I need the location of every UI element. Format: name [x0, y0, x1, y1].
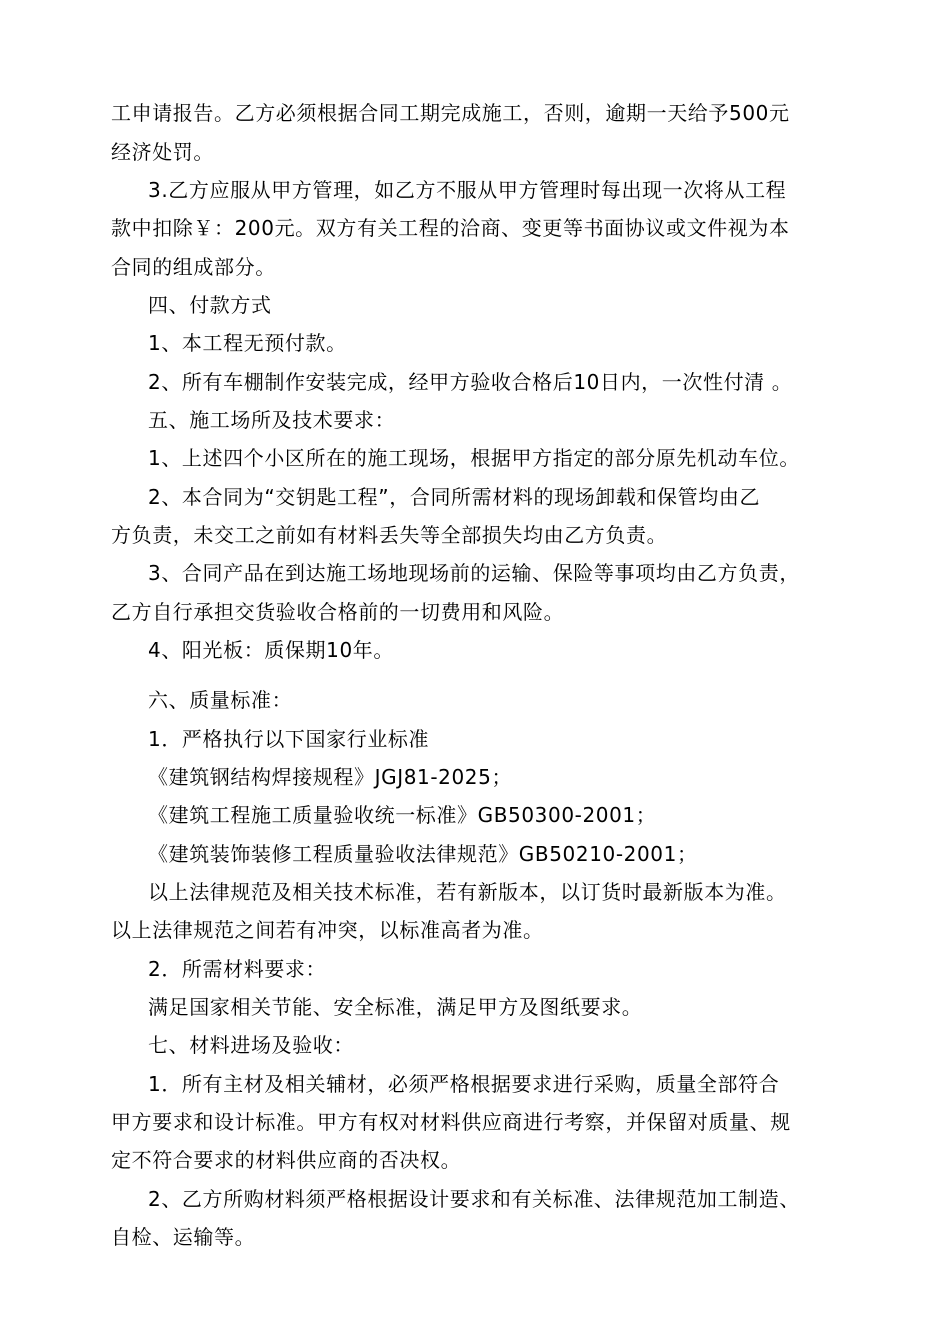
paragraph-line: 4、阳光板：质保期10年。	[148, 638, 394, 662]
section-heading: 四、付款方式	[148, 293, 272, 317]
paragraph-line: 以上法律规范之间若有冲突，以标准高者为准。	[111, 918, 544, 942]
section-heading: 七、材料进场及验收：	[148, 1033, 354, 1057]
paragraph-line: 乙方自行承担交货验收合格前的一切费用和风险。	[111, 600, 565, 624]
paragraph-line: 1．严格执行以下国家行业标准	[148, 727, 430, 751]
paragraph-line: 1、上述四个小区所在的施工现场，根据甲方指定的部分原先机动车位。	[148, 446, 800, 470]
paragraph-line: 2、乙方所购材料须严格根据设计要求和有关标准、法律规范加工制造、	[148, 1187, 800, 1211]
standard-item: 《建筑装饰装修工程质量验收法律规范》GB50210-2001；	[148, 842, 698, 866]
paragraph-line: 定不符合要求的材料供应商的否决权。	[111, 1148, 462, 1172]
paragraph-line: 3、合同产品在到达施工场地现场前的运输、保险等事项均由乙方负责，	[148, 561, 800, 585]
paragraph-line: 2．所需材料要求：	[148, 957, 327, 981]
paragraph-line: 甲方要求和设计标准。甲方有权对材料供应商进行考察，并保留对质量、规	[111, 1110, 791, 1134]
paragraph-line: 满足国家相关节能、安全标准，满足甲方及图纸要求。	[148, 995, 643, 1019]
paragraph-line: 合同的组成部分。	[111, 255, 276, 279]
paragraph-line: 3.乙方应服从甲方管理，如乙方不服从甲方管理时每出现一次将从工程	[148, 178, 787, 202]
section-heading: 六、质量标准：	[148, 688, 293, 712]
paragraph-line: 经济处罚。	[111, 140, 214, 164]
paragraph-line: 1．所有主材及相关辅材，必须严格根据要求进行采购，质量全部符合	[148, 1072, 780, 1096]
paragraph-line: 以上法律规范及相关技术标准，若有新版本，以订货时最新版本为准。	[148, 880, 787, 904]
paragraph-line: 工申请报告。乙方必须根据合同工期完成施工，否则，逾期一天给予500元	[111, 101, 790, 125]
paragraph-line: 1、本工程无预付款。	[148, 331, 347, 355]
standard-item: 《建筑工程施工质量验收统一标准》GB50300-2001；	[148, 803, 657, 827]
section-heading: 五、施工场所及技术要求：	[148, 408, 396, 432]
paragraph-line: 2、本合同为“交钥匙工程”，合同所需材料的现场卸载和保管均由乙	[148, 485, 761, 509]
paragraph-line: 2、所有车棚制作安装完成，经甲方验收合格后10日内，一次性付清 。	[148, 370, 793, 394]
paragraph-line: 自检、运输等。	[111, 1225, 256, 1249]
paragraph-line: 方负责，未交工之前如有材料丢失等全部损失均由乙方负责。	[111, 523, 668, 547]
standard-item: 《建筑钢结构焊接规程》JGJ81-2025；	[148, 765, 513, 789]
paragraph-line: 款中扣除￥：200元。双方有关工程的洽商、变更等书面协议或文件视为本	[111, 216, 790, 240]
